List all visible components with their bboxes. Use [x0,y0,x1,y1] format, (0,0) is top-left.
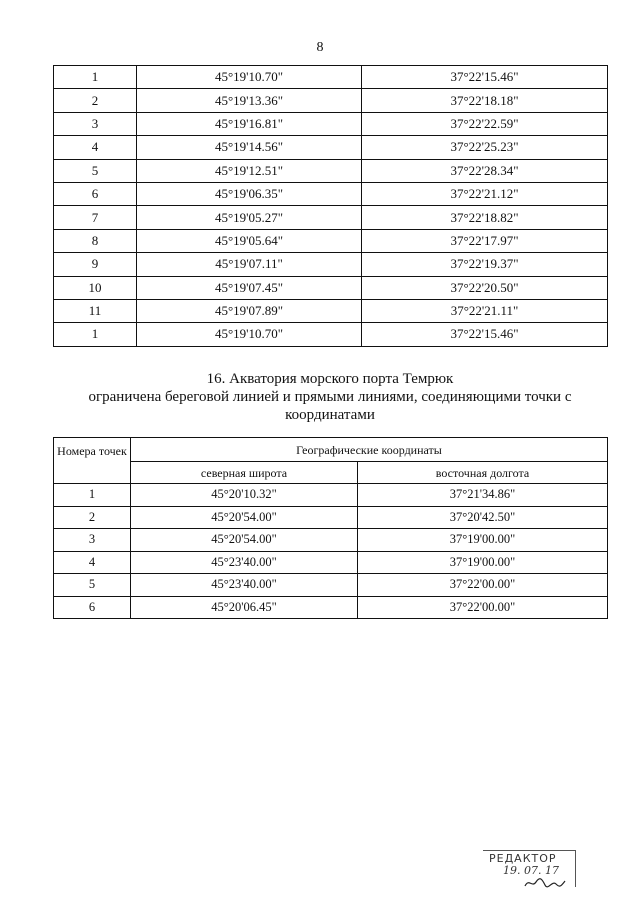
latitude-cell: 45°20'54.00" [131,529,358,552]
latitude-cell: 45°19'16.81" [137,112,362,135]
table-row [54,136,608,159]
latitude-cell: 45°19'10.70" [137,323,362,346]
point-number: 5 [54,574,131,597]
latitude-cell: 45°19'13.36" [137,89,362,112]
point-number: 6 [54,596,131,619]
longitude-cell: 37°21'34.86" [358,484,608,507]
header-geo-coordinates: Географические координаты [131,438,608,462]
latitude-cell: 45°19'07.11" [137,253,362,276]
coordinates-table-continued [53,65,608,347]
longitude-cell: 37°20'42.50" [358,506,608,529]
point-number: 8 [54,229,137,252]
longitude-cell: 37°22'22.59" [362,112,608,135]
table-row [54,276,608,299]
longitude-cell: 37°22'19.37" [362,253,608,276]
latitude-cell: 45°23'40.00" [131,574,358,597]
longitude-cell: 37°22'00.00" [358,596,608,619]
point-number: 11 [54,299,137,322]
header-point-numbers: Номера точек [54,438,131,484]
table-row [54,206,608,229]
longitude-cell: 37°19'00.00" [358,551,608,574]
table-row [54,229,608,252]
table-row [54,159,608,182]
stamp-label: РЕДАКТОР [489,852,557,865]
stamp-date: 19. 07. 17 [503,864,559,877]
table-row [54,299,608,322]
table-row [54,112,608,135]
longitude-cell: 37°22'17.97" [362,229,608,252]
latitude-cell: 45°20'54.00" [131,506,358,529]
longitude-cell: 37°22'18.82" [362,206,608,229]
longitude-cell: 37°22'00.00" [358,574,608,597]
point-number: 9 [54,253,137,276]
page-number: 8 [316,40,324,55]
longitude-cell: 37°22'21.12" [362,182,608,205]
editor-stamp [483,850,579,890]
table-row [54,484,608,507]
latitude-cell: 45°19'05.27" [137,206,362,229]
table-row [54,551,608,574]
signature-icon [523,876,567,890]
table-row [54,529,608,552]
longitude-cell: 37°22'21.11" [362,299,608,322]
longitude-cell: 37°19'00.00" [358,529,608,552]
latitude-cell: 45°19'06.35" [137,182,362,205]
table-row [54,506,608,529]
temryuk-coordinates-table [53,437,608,619]
latitude-cell: 45°20'06.45" [131,596,358,619]
latitude-cell: 45°19'10.70" [137,66,362,89]
point-number: 1 [54,484,131,507]
latitude-cell: 45°23'40.00" [131,551,358,574]
longitude-cell: 37°22'15.46" [362,323,608,346]
point-number: 1 [54,66,137,89]
table-row [54,66,608,89]
table-row [54,253,608,276]
longitude-cell: 37°22'15.46" [362,66,608,89]
point-number: 7 [54,206,137,229]
point-number: 2 [54,89,137,112]
section-description: ограничена береговой линией и прямыми линиями, соединяющими точки с координатами [88,389,572,423]
latitude-cell: 45°19'07.89" [137,299,362,322]
table-row [54,89,608,112]
point-number: 10 [54,276,137,299]
point-number: 3 [54,112,137,135]
point-number: 1 [54,323,137,346]
table-row [54,182,608,205]
header-latitude: северная широта [131,462,358,484]
longitude-cell: 37°22'18.18" [362,89,608,112]
point-number: 5 [54,159,137,182]
longitude-cell: 37°22'25.23" [362,136,608,159]
point-number: 2 [54,506,131,529]
longitude-cell: 37°22'20.50" [362,276,608,299]
latitude-cell: 45°20'10.32" [131,484,358,507]
header-longitude: восточная долгота [358,462,608,484]
table-row [54,323,608,346]
latitude-cell: 45°19'07.45" [137,276,362,299]
latitude-cell: 45°19'14.56" [137,136,362,159]
section-title: 16. Акватория морского порта Темрюк [206,371,454,387]
table-row [54,574,608,597]
table-row [54,596,608,619]
latitude-cell: 45°19'12.51" [137,159,362,182]
latitude-cell: 45°19'05.64" [137,229,362,252]
point-number: 3 [54,529,131,552]
longitude-cell: 37°22'28.34" [362,159,608,182]
point-number: 4 [54,551,131,574]
point-number: 4 [54,136,137,159]
point-number: 6 [54,182,137,205]
